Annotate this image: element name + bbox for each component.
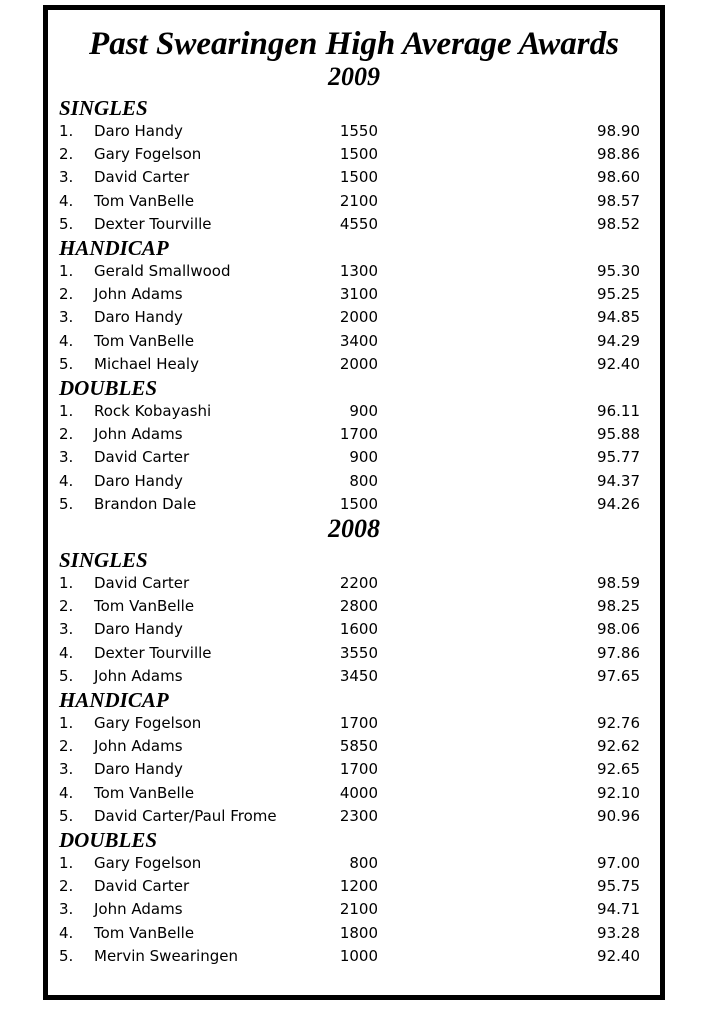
award-row (48, 595, 660, 617)
average-value: 95.25 (597, 285, 640, 304)
average-value: 95.30 (597, 262, 640, 280)
award-rank: 3. (59, 760, 74, 779)
award-row (48, 758, 660, 780)
bowler-name: Dexter Tourville (94, 214, 212, 233)
award-row (48, 330, 660, 352)
bowler-name: Tom VanBelle (94, 331, 195, 350)
games-count: 3450 (339, 666, 378, 685)
average-value: 98.90 (597, 122, 640, 140)
bowler-name: Rock Kobayashi (94, 402, 212, 420)
award-rank: 3. (59, 168, 74, 187)
average-value: 98.59 (597, 574, 640, 592)
section-heading: HANDICAP (59, 688, 169, 712)
award-row (48, 642, 660, 664)
bowler-name: Gary Fogelson (94, 854, 202, 872)
average-value: 94.37 (597, 471, 640, 490)
award-rank: 5. (59, 214, 74, 233)
games-count: 1500 (339, 168, 378, 187)
award-row (48, 423, 660, 445)
average-value: 94.71 (597, 900, 640, 919)
award-row (48, 712, 660, 734)
games-count: 1550 (339, 122, 378, 140)
bowler-name: David Carter (94, 168, 190, 187)
award-row (48, 400, 660, 422)
bowler-name: Daro Handy (94, 620, 183, 639)
award-row (48, 493, 660, 515)
average-value: 98.57 (597, 191, 640, 210)
award-rank: 3. (59, 308, 74, 327)
award-rank: 4. (59, 331, 74, 350)
average-value: 96.11 (597, 402, 640, 420)
award-row (48, 922, 660, 944)
games-count: 2300 (339, 806, 378, 825)
award-rank: 2. (59, 145, 74, 164)
award-row (48, 875, 660, 897)
average-value: 93.28 (597, 923, 640, 942)
average-value: 94.85 (597, 308, 640, 327)
bowler-name: Tom VanBelle (94, 783, 195, 802)
games-count: 2100 (339, 191, 378, 210)
games-count: 4550 (339, 214, 378, 233)
bowler-name: John Adams (94, 285, 183, 304)
games-count: 1700 (339, 760, 378, 779)
page-title: Past Swearingen High Average Awards (89, 26, 619, 62)
award-rank: 4. (59, 643, 74, 662)
average-value: 92.65 (597, 760, 640, 779)
award-row (48, 852, 660, 874)
bowler-name: Daro Handy (94, 471, 183, 490)
games-count: 900 (349, 402, 378, 420)
award-row (48, 945, 660, 967)
games-count: 4000 (339, 783, 378, 802)
average-value: 98.25 (597, 597, 640, 616)
average-value: 97.00 (597, 854, 640, 872)
bowler-name: Daro Handy (94, 760, 183, 779)
award-row (48, 665, 660, 687)
average-value: 98.06 (597, 620, 640, 639)
section-heading: DOUBLES (59, 828, 158, 852)
bowler-name: Brandon Dale (94, 494, 197, 513)
award-row (48, 190, 660, 212)
average-value: 95.77 (597, 448, 640, 467)
games-count: 2100 (339, 900, 378, 919)
bowler-name: Tom VanBelle (94, 597, 195, 616)
average-value: 92.40 (597, 354, 640, 373)
average-value: 92.10 (597, 783, 640, 802)
section-heading: SINGLES (59, 548, 148, 572)
award-rank: 5. (59, 666, 74, 685)
award-row (48, 470, 660, 492)
bowler-name: Tom VanBelle (94, 923, 195, 942)
average-value: 92.62 (597, 737, 640, 756)
award-row (48, 446, 660, 468)
average-value: 94.29 (597, 331, 640, 350)
games-count: 1700 (339, 714, 378, 732)
bowler-name: Michael Healy (94, 354, 199, 373)
average-value: 97.65 (597, 666, 640, 685)
award-row (48, 166, 660, 188)
games-count: 3550 (339, 643, 378, 662)
award-row (48, 618, 660, 640)
award-row (48, 306, 660, 328)
bowler-name: John Adams (94, 666, 183, 685)
year-heading: 2008 (328, 514, 380, 543)
games-count: 1600 (339, 620, 378, 639)
bowler-name: Daro Handy (94, 308, 183, 327)
award-row (48, 805, 660, 827)
award-rank: 1. (59, 262, 74, 280)
award-rank: 4. (59, 923, 74, 942)
award-rank: 3. (59, 900, 74, 919)
award-rank: 5. (59, 354, 74, 373)
bowler-name: Gary Fogelson (94, 145, 202, 164)
bowler-name: Gerald Smallwood (94, 262, 231, 280)
bowler-name: David Carter (94, 448, 190, 467)
bowler-name: Daro Handy (94, 122, 183, 140)
award-rank: 5. (59, 494, 74, 513)
games-count: 3100 (339, 285, 378, 304)
section-heading: DOUBLES (59, 376, 158, 400)
average-value: 97.86 (597, 643, 640, 662)
award-rank: 3. (59, 620, 74, 639)
games-count: 1200 (339, 877, 378, 896)
section-heading: SINGLES (59, 96, 148, 120)
games-count: 1700 (339, 425, 378, 444)
bowler-name: John Adams (94, 900, 183, 919)
games-count: 3400 (339, 331, 378, 350)
average-value: 92.76 (597, 714, 640, 732)
award-rank: 2. (59, 597, 74, 616)
award-rank: 5. (59, 946, 74, 965)
average-value: 92.40 (597, 946, 640, 965)
games-count: 1500 (339, 145, 378, 164)
award-rank: 2. (59, 737, 74, 756)
award-rank: 2. (59, 425, 74, 444)
average-value: 98.86 (597, 145, 640, 164)
award-row (48, 283, 660, 305)
average-value: 98.52 (597, 214, 640, 233)
average-value: 98.60 (597, 168, 640, 187)
award-rank: 2. (59, 285, 74, 304)
awards-frame (43, 5, 665, 1000)
award-row (48, 213, 660, 235)
games-count: 1300 (339, 262, 378, 280)
year-heading: 2009 (328, 62, 380, 91)
award-rank: 1. (59, 574, 74, 592)
average-value: 95.75 (597, 877, 640, 896)
bowler-name: David Carter (94, 877, 190, 896)
games-count: 1800 (339, 923, 378, 942)
award-rank: 1. (59, 714, 74, 732)
games-count: 2000 (339, 354, 378, 373)
award-row (48, 353, 660, 375)
award-rank: 1. (59, 854, 74, 872)
bowler-name: John Adams (94, 737, 183, 756)
award-row (48, 260, 660, 282)
bowler-name: David Carter (94, 574, 190, 592)
bowler-name: Mervin Swearingen (94, 946, 238, 965)
bowler-name: Tom VanBelle (94, 191, 195, 210)
section-heading: HANDICAP (59, 236, 169, 260)
bowler-name: David Carter/Paul Frome (94, 806, 277, 825)
games-count: 1500 (339, 494, 378, 513)
award-row (48, 572, 660, 594)
games-count: 2200 (339, 574, 378, 592)
bowler-name: Dexter Tourville (94, 643, 212, 662)
award-rank: 1. (59, 402, 74, 420)
award-rank: 5. (59, 806, 74, 825)
award-rank: 2. (59, 877, 74, 896)
average-value: 95.88 (597, 425, 640, 444)
games-count: 2800 (339, 597, 378, 616)
award-row (48, 782, 660, 804)
average-value: 90.96 (597, 806, 640, 825)
games-count: 900 (349, 448, 378, 467)
award-rank: 4. (59, 191, 74, 210)
award-rank: 4. (59, 783, 74, 802)
award-row (48, 898, 660, 920)
bowler-name: Gary Fogelson (94, 714, 202, 732)
award-rank: 1. (59, 122, 74, 140)
award-row (48, 735, 660, 757)
award-row (48, 120, 660, 142)
games-count: 1000 (339, 946, 378, 965)
games-count: 800 (349, 471, 378, 490)
award-row (48, 143, 660, 165)
award-rank: 4. (59, 471, 74, 490)
games-count: 5850 (339, 737, 378, 756)
bowler-name: John Adams (94, 425, 183, 444)
games-count: 2000 (339, 308, 378, 327)
award-rank: 3. (59, 448, 74, 467)
games-count: 800 (349, 854, 378, 872)
average-value: 94.26 (597, 494, 640, 513)
